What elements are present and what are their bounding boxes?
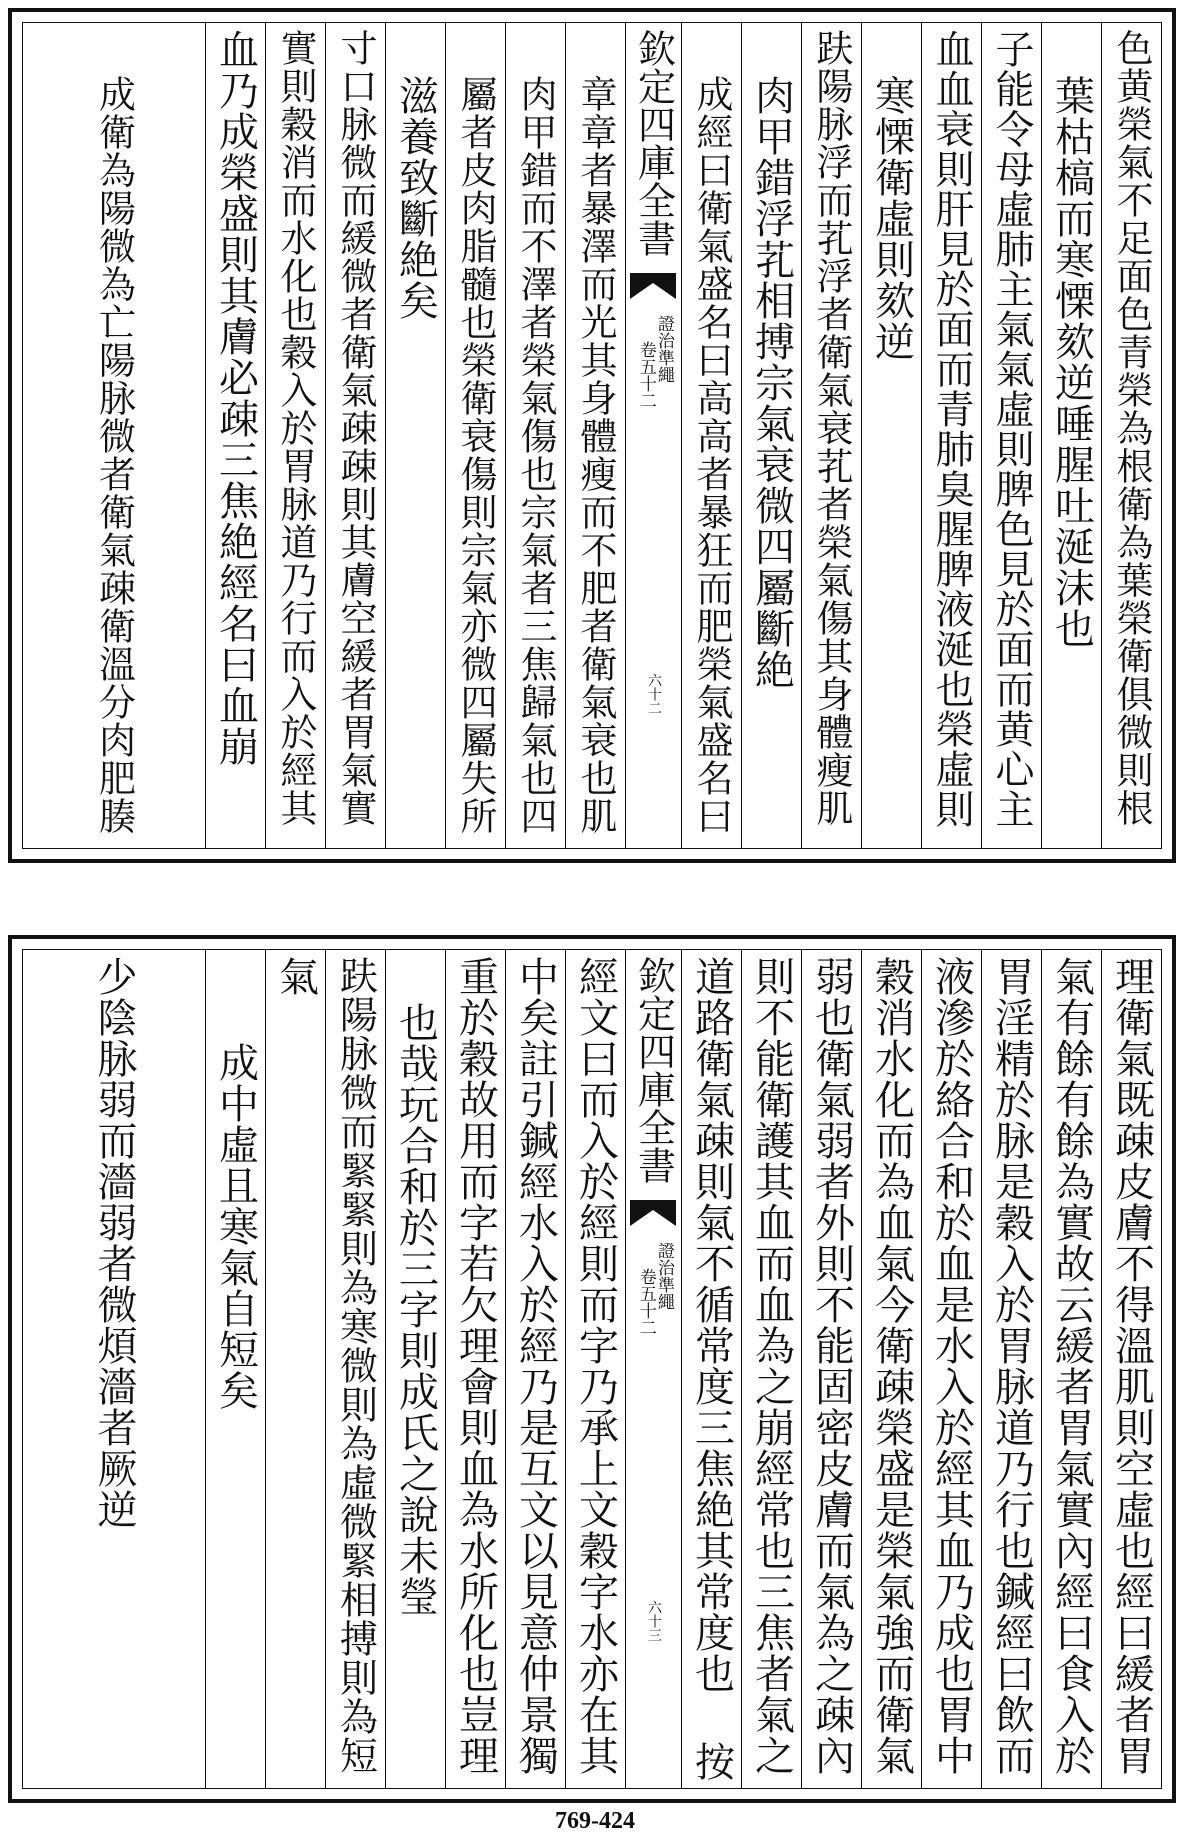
text-column: 寒慄衛虛則欬逆: [861, 23, 921, 848]
text-column: 肉甲錯浮芤相搏宗氣衰微四屬斷絶: [741, 23, 801, 848]
text-column: 弱也衛氣弱者外則不能固密皮膚而氣為之疎內: [801, 950, 861, 1788]
page-code: 769-424: [555, 1808, 635, 1834]
top-page-frame: [22, 22, 1162, 849]
sub-title: 證治準繩: [653, 1242, 674, 1310]
text-column: 成經曰衛氣盛名曰高高者暴狂而肥榮氣盛名曰: [681, 23, 741, 848]
fish-tail-mark-icon: [630, 1200, 676, 1226]
text-column: 子能令母虛肺主氣氣虛則脾色見於面而黄心主: [981, 23, 1041, 848]
text-column: 血乃成榮盛則其膚必疎三焦絶經名曰血崩: [205, 23, 265, 848]
volume-label: 卷五十二: [635, 1268, 656, 1336]
text-column: 屬者皮肉脂髓也榮衛衰傷則宗氣亦微四屬失所: [445, 23, 505, 848]
text-column: 趺陽脉微而緊緊則為寒微則為虛微緊相搏則為短: [325, 950, 385, 1788]
text-column: 寸口脉微而緩微者衛氣疎疎則其膚空緩者胃氣實: [325, 23, 385, 848]
text-column: 肉甲錯而不澤者榮氣傷也宗氣者三焦歸氣也四: [505, 23, 565, 848]
text-column: 色黄榮氣不足面色青榮為根衛為葉榮衛俱微則根: [1101, 23, 1161, 848]
text-column: 成衛為陽微為亡陽脉微者衛氣疎衛溫分肉肥腠: [92, 75, 136, 835]
text-column: 葉枯槁而寒慄欬逆唾腥吐涎沫也: [1041, 23, 1101, 848]
bottom-columns: [23, 950, 1161, 1788]
center-column: [625, 23, 681, 848]
page-number: 六十三: [646, 1600, 662, 1642]
book-title: 欽定四庫全書: [631, 29, 676, 257]
volume-label: 卷五十二: [635, 341, 656, 409]
bottom-page: [8, 935, 1176, 1803]
top-columns: [23, 23, 1161, 848]
text-column: 胃淫精於脉是穀入於胃脉道乃行也鍼經曰飲而: [981, 950, 1041, 1788]
top-page: [8, 8, 1176, 863]
text-column: 章章者暴澤而光其身體瘦而不肥者衛氣衰也肌: [565, 23, 625, 848]
text-column: 則不能衛護其血而血為之崩經常也三焦者氣之: [741, 950, 801, 1788]
page-number: 六十二: [646, 673, 662, 715]
text-column: 也哉玩合和於三字則成氏之說未瑩: [385, 950, 445, 1788]
text-column: 少陰脉弱而濇弱者微煩濇者厥逆: [91, 956, 137, 1530]
text-column: 重於穀故用而字若欠理會則血為水所化也豈理: [445, 950, 505, 1788]
book-title: 欽定四庫全書: [631, 956, 676, 1184]
text-column: 滋養致斷絶矣: [385, 23, 445, 848]
text-column: 經文曰而入於經則而字乃承上文穀字水亦在其: [565, 950, 625, 1788]
text-column: 氣: [265, 950, 325, 1788]
fish-tail-mark-icon: [630, 273, 676, 299]
text-column: 氣有餘有餘為實故云緩者胃氣實內經曰食入於: [1041, 950, 1101, 1788]
text-column: 液滲於絡合和於血是水入於經其血乃成也胃中: [921, 950, 981, 1788]
text-column: 趺陽脉浮而芤浮者衛氣衰芤者榮氣傷其身體瘦肌: [801, 23, 861, 848]
text-column: 理衛氣既疎皮膚不得溫肌則空虛也經曰緩者胃: [1101, 950, 1161, 1788]
text-column: 成中虛且寒氣自短矣: [205, 950, 265, 1788]
text-column: 道路衛氣疎則氣不循常度三焦絶其常度也 按: [681, 950, 741, 1788]
text-column: 穀消水化而為血氣今衛疎榮盛是榮氣強而衛氣: [861, 950, 921, 1788]
text-column: 血血衰則肝見於面而青肺臭腥脾液涎也榮虛則: [921, 23, 981, 848]
sub-title: 證治準繩: [653, 315, 674, 383]
bottom-page-frame: [22, 949, 1162, 1789]
center-column: [625, 950, 681, 1788]
text-column: 實則穀消而水化也穀入於胃脉道乃行而入於經其: [265, 23, 325, 848]
text-column: 中矣註引鍼經水入於經乃是互文以見意仲景獨: [505, 950, 565, 1788]
